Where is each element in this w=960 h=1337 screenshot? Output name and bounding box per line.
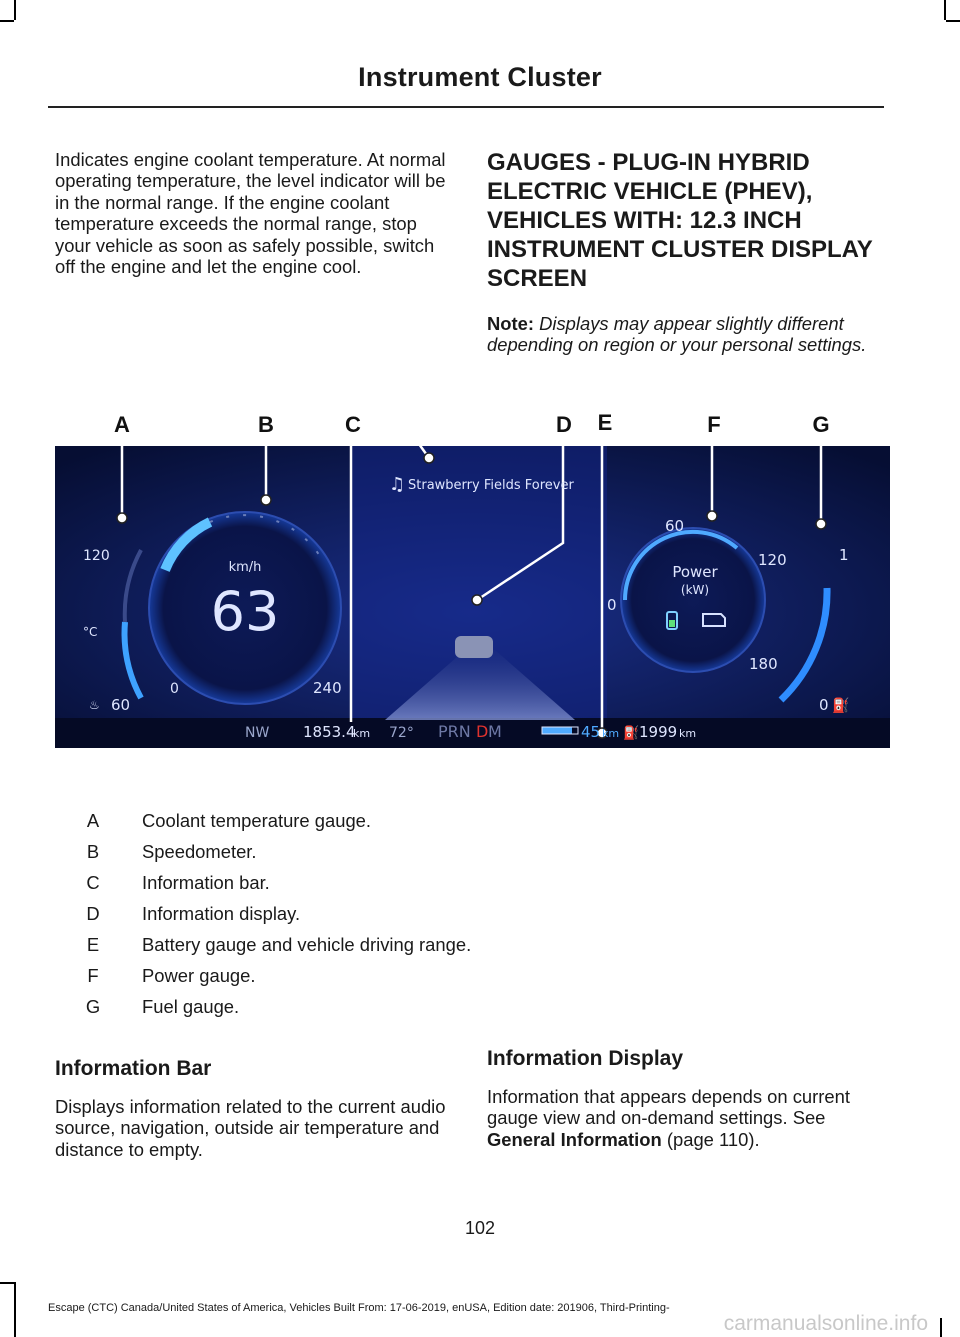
legend-description: Coolant temperature gauge.	[142, 810, 372, 831]
speed-max-label: 240	[313, 679, 342, 697]
callout-dot-d	[472, 595, 482, 605]
outside-temp: 72°	[389, 725, 414, 741]
page-reference: (page 110).	[666, 1128, 760, 1150]
crop-mark	[14, 0, 16, 20]
phev-section	[487, 148, 887, 356]
info-bar-heading: Information Bar	[55, 1057, 212, 1080]
callout-letter-d: D	[556, 412, 572, 437]
info-bar-strip	[55, 718, 890, 748]
power-gauge-title: Power	[672, 563, 718, 581]
info-display-paragraph	[487, 1086, 887, 1150]
legend-row	[55, 841, 655, 872]
legend-letter: F	[87, 965, 99, 986]
car-graphic	[455, 636, 493, 658]
legend-description: Speedometer.	[142, 841, 257, 862]
note	[487, 313, 887, 356]
fuel-range-unit: km	[679, 727, 697, 740]
fuel-range: 1999	[639, 723, 678, 741]
fuel-pump-icon: ⛽	[832, 698, 850, 714]
info-display-text: Information that appears depends on current gauge view and on-demand settings. See	[487, 1086, 850, 1129]
fuel-empty-label: 0	[819, 696, 829, 714]
power-gauge-dial	[621, 528, 765, 672]
speed-min-label: 0	[170, 681, 179, 697]
callout-dot-b	[261, 495, 271, 505]
legend-row	[55, 934, 655, 965]
now-playing-title: Strawberry Fields Forever	[408, 478, 574, 493]
odometer-unit: km	[353, 727, 371, 740]
legend-row	[55, 996, 655, 1027]
battery-bar-fill	[542, 727, 572, 734]
temp-high-label: 120	[83, 548, 110, 564]
fuel-full-label: 1	[839, 546, 849, 564]
legend-row	[55, 810, 655, 841]
callout-letter-b: B	[258, 412, 274, 437]
temp-unit-label: °C	[83, 625, 98, 639]
crop-mark	[14, 1282, 16, 1337]
odometer-value: 1853.4	[303, 723, 356, 741]
legend-description: Power gauge.	[142, 965, 256, 986]
cluster-illustration	[55, 400, 890, 748]
section-heading: GAUGES - PLUG-IN HYBRID ELECTRIC VEHICLE (PHEV), VEHICLES WITH: 12.3 INCH INSTRUMENT CLUSTER DISPLAY SCREEN	[487, 149, 873, 292]
callout-letter-g: G	[812, 412, 830, 437]
watermark: carmanualsonline.info	[723, 1312, 928, 1335]
callout-letter-e: E	[597, 410, 613, 435]
battery-charge-fill	[669, 620, 675, 627]
legend-letter: A	[86, 810, 100, 831]
legend-letter: D	[86, 903, 100, 924]
power-tick-0: 0	[607, 596, 617, 614]
callout-letters	[114, 410, 830, 437]
callout-letter-f: F	[707, 412, 721, 437]
legend-letter: G	[85, 996, 101, 1017]
callout-dot-f	[707, 511, 717, 521]
legend-description: Fuel gauge.	[142, 996, 240, 1017]
legend-letter: C	[86, 872, 100, 893]
header-rule	[48, 106, 884, 108]
callout-dot-c	[424, 453, 434, 463]
legend-row	[55, 965, 655, 996]
battery-range: 45	[581, 723, 601, 741]
crop-mark	[944, 0, 946, 20]
legend-row	[55, 903, 655, 934]
coolant-paragraph: Indicates engine coolant temperature. At normal operating temperature, the level indicator will be in the normal range. If the engine coolant temperature exceeds the normal range, stop your vehicle as soon as safely possible, switch off the engine and let the engine cool.	[55, 149, 446, 278]
page-number: 102	[464, 1218, 496, 1238]
compass-heading: NW	[245, 725, 270, 741]
figure-legend	[55, 810, 655, 1027]
speed-unit: km/h	[228, 560, 262, 575]
speed-value: 63	[210, 580, 280, 643]
instrument-cluster-figure	[55, 400, 890, 748]
legend-description: Battery gauge and vehicle driving range.	[142, 934, 472, 955]
gear-active: D	[476, 722, 489, 741]
crop-mark	[946, 20, 960, 22]
info-display-section	[487, 1046, 887, 1150]
info-bar-paragraph: Displays information related to the current audio source, navigation, outside air temperature and distance to empty.	[55, 1096, 446, 1160]
callout-letter-c: C	[345, 412, 361, 437]
gear-prefix: PRN	[438, 722, 471, 741]
power-tick-120: 120	[758, 551, 787, 569]
note-text: Displays may appear slightly different depending on region or your personal settings.	[487, 313, 867, 356]
power-gauge-unit: (kW)	[680, 583, 710, 597]
legend-description: Information display.	[142, 903, 301, 924]
legend-letter: E	[86, 934, 100, 955]
callout-dot-a	[117, 513, 127, 523]
crop-mark	[0, 1282, 14, 1284]
coolant-icon: ♨	[89, 698, 100, 712]
fuel-range-icon: ⛽	[623, 726, 640, 741]
legend-row	[55, 872, 655, 903]
note-label: Note:	[487, 313, 534, 334]
legend-description: Information bar.	[142, 872, 270, 893]
temp-low-label: 60	[111, 696, 131, 714]
running-header-title: Instrument Cluster	[358, 62, 602, 92]
crop-mark	[940, 1318, 942, 1337]
callout-dot-g	[816, 519, 826, 529]
crop-mark	[0, 20, 14, 22]
footer-text: Escape (CTC) Canada/United States of America, Vehicles Built From: 17-06-2019, enUSA, Edition date: 201906, Third-Printing-	[48, 1302, 670, 1314]
power-tick-180: 180	[749, 655, 778, 673]
callout-letter-a: A	[114, 412, 130, 437]
info-display-heading: Information Display	[487, 1047, 684, 1070]
gear-suffix: M	[488, 722, 502, 741]
music-note-icon: ♫	[389, 474, 406, 495]
power-tick-60: 60	[665, 517, 685, 535]
general-information-link[interactable]: General Information	[487, 1128, 662, 1150]
info-bar-section	[55, 1056, 450, 1160]
battery-range-unit: km	[602, 727, 620, 740]
legend-letter: B	[86, 841, 100, 862]
